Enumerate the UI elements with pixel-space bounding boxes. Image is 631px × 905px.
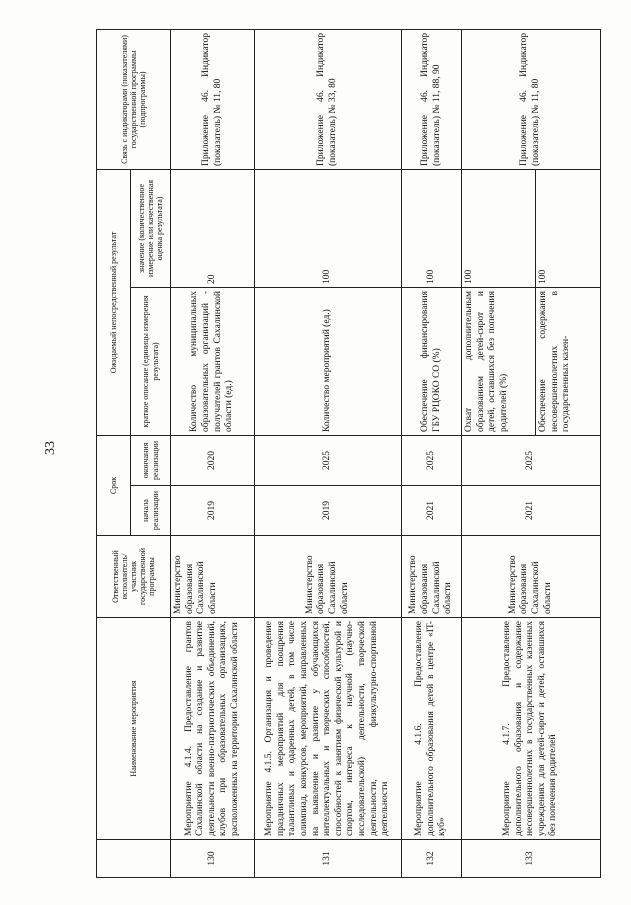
measure-start: 2019 xyxy=(171,486,255,536)
result-description-stack xyxy=(462,287,601,435)
measure-end: 2025 xyxy=(255,435,402,485)
header-link: Связь с индикаторами (показателями) государственной программы (подпрограммы) xyxy=(97,29,171,169)
measure-end: 2020 xyxy=(171,435,255,485)
table-row xyxy=(462,29,601,877)
header-executor: Ответственный исполнитель/участник государственной программы xyxy=(97,536,171,618)
result-description: Обеспечение финансирования ГБУ РЦОКО СО (%) xyxy=(402,287,462,435)
result-value: 100 xyxy=(402,169,462,287)
result-value: 20 xyxy=(171,169,255,287)
measure-executor: Министерство образования Сахалинской области xyxy=(255,536,402,618)
result-description: Количество муниципальных образовательных организаций - получателей грантов Сахалинской области (ед.) xyxy=(171,287,255,435)
measure-end: 2025 xyxy=(462,435,601,485)
header-end: окончания реализации xyxy=(131,435,171,485)
indicator-link: Приложение 46. Индикатор (показатель) № 11, 80 xyxy=(171,29,255,169)
header-row-1 xyxy=(97,29,131,877)
measures-table xyxy=(96,29,601,878)
measure-name: Мероприятие 4.1.5. Организация и проведение праздничных мероприятий для поощрения талантливых и одаренных детей, в том числе олимпиад, конкурсов, мероприятий, направленных на выявление и развитие у обучающихся интеллектуальных и творческих способностей, способностей к занятиям физической культурой и спортом, интереса к научной (научно-исследовательской) деятельности, творческой деятельности, физкультурно-спортивной деятельности xyxy=(255,618,402,840)
header-result-desc: краткое описание (единицы измерения результата) xyxy=(131,287,171,435)
result-description: Количество мероприятий (ед.) xyxy=(255,287,402,435)
measure-end: 2025 xyxy=(402,435,462,485)
rotated-table-sheet xyxy=(96,30,601,878)
measure-start: 2021 xyxy=(402,486,462,536)
measure-name: Мероприятие 4.1.6. Предоставление дополнительного образования детей в центре «IT-куб» xyxy=(402,618,462,840)
indicator-link: Приложение 46. Индикатор (показатель) № 11, 88, 90 xyxy=(402,29,462,169)
table-row xyxy=(402,29,462,877)
rotated-table-wrapper xyxy=(96,30,601,878)
header-result: Ожидаемый непосредственный результат xyxy=(97,169,131,435)
page-number: 33 xyxy=(43,441,58,455)
header-start: начала реализации xyxy=(131,486,171,536)
measure-start: 2019 xyxy=(255,486,402,536)
measure-name: Мероприятие 4.1.7. Предоставление дополнительного образования и содержание несовершеннолетних в государственных казенных учреждениях для детей-сирот и детей, оставшихся без попечения родителей xyxy=(462,618,601,840)
row-number: 131 xyxy=(255,840,402,878)
indicator-link: Приложение 46. Индикатор (показатель) № 33, 80 xyxy=(255,29,402,169)
header-term: Срок xyxy=(97,435,131,535)
row-number: 133 xyxy=(462,840,601,878)
table-row xyxy=(171,29,255,877)
result-value: 100 xyxy=(464,269,474,284)
row-number: 130 xyxy=(171,840,255,878)
result-description: Обеспечение содержания несовершеннолетних в государственных казен- xyxy=(535,288,600,435)
measure-executor: Министерство образования Сахалинской области xyxy=(171,536,255,618)
measure-executor: Министерство образования Сахалинской области xyxy=(462,536,601,618)
result-description: Охват дополнительным образованием детей-сирот и детей, оставшихся без попечения родителей (%) xyxy=(464,290,509,432)
measure-start: 2021 xyxy=(462,486,601,536)
result-value: 100 xyxy=(535,170,600,287)
measure-executor: Министерство образования Сахалинской области xyxy=(402,536,462,618)
header-num xyxy=(97,840,171,878)
indicator-link: Приложение 46. Индикатор (показатель) № 11, 80 xyxy=(462,29,601,169)
header-name: Наименование мероприятия xyxy=(97,618,171,840)
result-value: 100 xyxy=(255,169,402,287)
table-row xyxy=(255,29,402,877)
header-result-value: значение (количественное измерение или качественная оценка результата) xyxy=(131,169,171,287)
measure-name: Мероприятие 4.1.4. Предоставление грантов Сахалинской области на создание и развитие деятельности военно-патриотических объединений, клубов при образовательных организациях, расположенных на территории Сахалинской области xyxy=(171,618,255,840)
result-value-stack xyxy=(462,169,601,287)
row-number: 132 xyxy=(402,840,462,878)
